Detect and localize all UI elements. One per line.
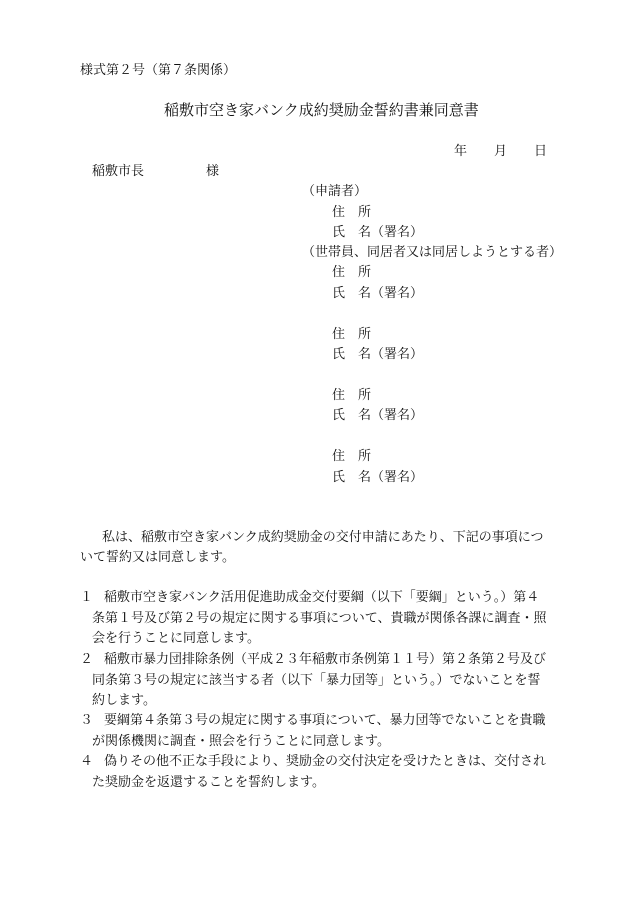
household-address-label-3: 住 所 [332,388,372,403]
item-text: 偽りその他不正な手段により、奨励金の交付決定を受けたときは、交付された奨励金を返還することを誓約します。 [92,754,547,790]
form-number: 様式第２号（第７条関係） [80,63,237,78]
honorific: 様 [206,164,220,179]
applicant-name-label: 氏 名（署名） [332,225,424,240]
household-name-label-2: 氏 名（署名） [332,347,424,362]
date-year-label: 年 [454,144,468,159]
list-item [80,711,550,752]
household-address-label-2: 住 所 [332,327,372,342]
list-item [80,588,550,650]
date-line [454,145,554,159]
household-label: （世帯員、同居者又は同居しようとする者） [302,245,563,260]
list-item [80,752,550,793]
household-name-label-4: 氏 名（署名） [332,470,424,485]
item-number: １ [80,590,94,605]
list-item [80,650,550,712]
item-text: 稲敷市暴力団排除条例（平成２３年稲敷市条例第１１号）第２条第２号及び同条第３号の規定に該当する者（以下「暴力団等」という。）でないことを誓約します。 [92,652,547,708]
item-number: ２ [80,652,94,667]
household-address-label-4: 住 所 [332,449,372,464]
household-address-label-1: 住 所 [332,265,372,280]
date-day-label: 日 [534,144,548,159]
date-month-label: 月 [494,144,508,159]
addressee: 稲敷市長 [92,164,145,179]
household-name-label-1: 氏 名（署名） [332,286,424,301]
household-name-label-3: 氏 名（署名） [332,408,424,423]
applicant-label: （申請者） [302,184,368,199]
item-number: ４ [80,754,94,769]
item-number: ３ [80,713,94,728]
intro-paragraph: 私は、稲敷市空き家バンク成約奨励金の交付申請にあたり、下記の事項について誓約又は同意します。 [80,530,544,565]
applicant-address-label: 住 所 [332,205,372,220]
document-title: 稲敷市空き家バンク成約奨励金誓約書兼同意書 [164,101,479,119]
item-text: 稲敷市空き家バンク活用促進助成金交付要綱（以下「要綱」という。）第４条第１号及び第２号の規定に関する事項について、貴職が関係各課に調査・照会を行うことに同意します。 [92,590,547,646]
item-text: 要綱第４条第３号の規定に関する事項について、暴力団等でないことを貴職が関係機関に調査・照会を行うことに同意します。 [92,713,546,749]
